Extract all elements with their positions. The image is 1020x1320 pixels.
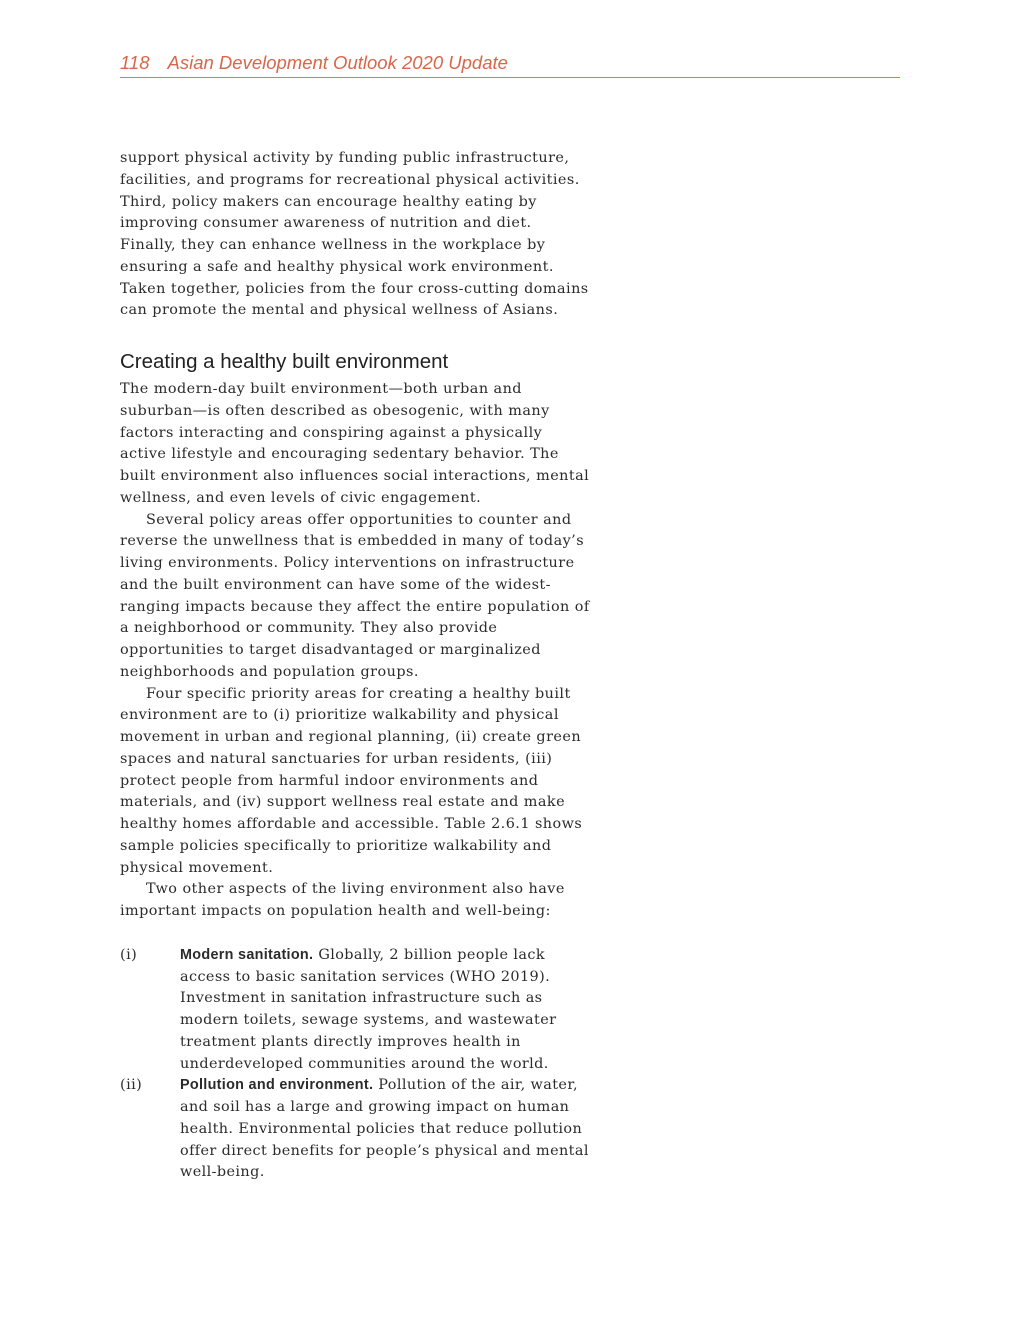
intro-paragraph: support physical activity by funding public infrastructure, facilities, and programs for recreational physical activities. Third, policy makers can encourage healthy eating by improving consumer awareness of nutrition and diet. Finally, they can enhance wellness in the workplace by ensuring a safe and healthy physical work environment. Taken together, policies from the four cross-cutting domains can promote the mental and physical wellness of Asians. <box>120 150 589 319</box>
body-paragraph: Two other aspects of the living environment also have important impacts on population health and well-being: <box>120 881 565 919</box>
body-paragraph: The modern-day built environment—both urban and suburban—is often described as obesogenic, with many factors interacting and conspiring against a physically active lifestyle and encouraging sedentary behavior. The built environment also influences social interactions, mental wellness, and even levels of civic engagement. <box>120 381 590 506</box>
publication-title: Asian Development Outlook 2020 Update <box>167 52 508 73</box>
list-text: Pollution of the air, water, and soil has a large and growing impact on human health. Environmental policies that reduce pollution offer direct benefits for people’s physical and mental well-being. <box>180 1077 589 1181</box>
list-marker: (ii) <box>120 1077 143 1094</box>
list-term: Pollution and environment. <box>180 1077 374 1094</box>
running-head <box>120 51 900 78</box>
section-heading: Creating a healthy built environment <box>120 350 449 373</box>
numbered-list <box>120 945 590 1184</box>
body-paragraph: Four specific priority areas for creating a healthy built environment are to (i) prioritize walkability and physical movement in urban and regional planning, (ii) create green spaces and natural sanctuaries for urban residents, (iii) protect people from harmful indoor environments and materials, and (iv) support wellness real estate and make healthy homes affordable and accessible. Table 2.6.1 shows sample policies specifically to prioritize walkability and physical movement. <box>120 685 583 876</box>
list-marker: (i) <box>120 946 138 963</box>
list-text: Globally, 2 billion people lack access to basic sanitation services (WHO 2019). Investment in sanitation infrastructure such as modern toilets, sewage systems, and wastewater treatment plants directly improves health in underdeveloped communities around the world. <box>180 946 557 1072</box>
list-item <box>120 1075 590 1184</box>
body-paragraph: Several policy areas offer opportunities to counter and reverse the unwellness that is embedded in many of today’s living environments. Policy interventions on infrastructure and the built environment can have some of the widest-ranging impacts because they affect the entire population of a neighborhood or community. They also provide opportunities to target disadvantaged or marginalized neighborhoods and population groups. <box>120 511 590 680</box>
list-term: Modern sanitation. <box>180 946 314 963</box>
main-column <box>120 148 590 1184</box>
page-number: 118 <box>120 52 150 73</box>
list-item <box>120 945 590 1076</box>
